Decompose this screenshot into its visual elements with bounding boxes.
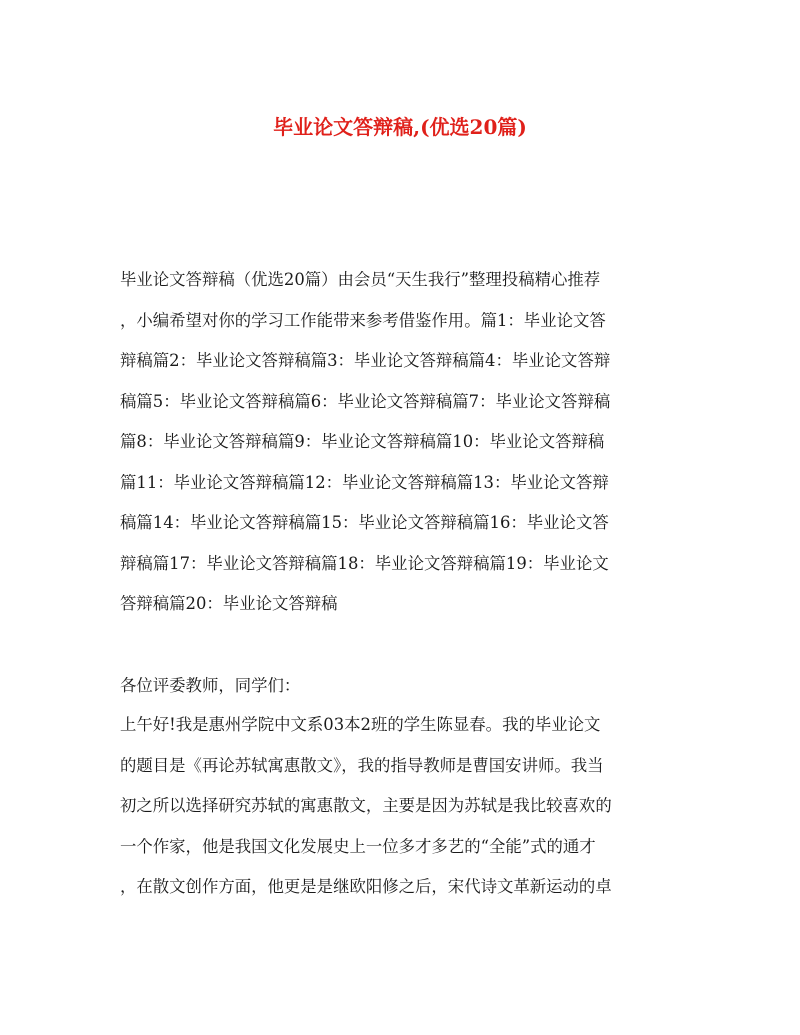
body-line: ，在散文创作方面，他更是是继欧阳修之后，宋代诗文革新运动的卓 [120,877,612,896]
intro-paragraph [120,260,690,625]
intro-line: 篇8：毕业论文答辩稿篇9：毕业论文答辩稿篇10：毕业论文答辩稿 [120,432,605,451]
intro-line: 稿篇5：毕业论文答辩稿篇6：毕业论文答辩稿篇7：毕业论文答辩稿 [120,391,611,411]
intro-line: 毕业论文答辩稿（优选20篇）由会员“天生我行”整理投稿精心推荐 [120,270,601,289]
body-line: 上午好!我是惠州学院中文系03本2班的学生陈显春。我的毕业论文 [120,715,601,734]
document-title: 毕业论文答辩稿,(优选20篇) [273,115,527,139]
intro-line: ，小编希望对你的学习工作能带来参考借鉴作用。篇1：毕业论文答 [120,310,606,330]
speech-paragraph [120,666,690,908]
intro-line: 辩稿篇2：毕业论文答辩稿篇3：毕业论文答辩稿篇4：毕业论文答辩 [120,351,611,370]
greeting-line: 各位评委教师，同学们： [120,676,301,695]
intro-line: 篇11：毕业论文答辩稿篇12：毕业论文答辩稿篇13：毕业论文答辩 [120,472,609,492]
body-line: 的题目是《再论苏轼寓惠散文》，我的指导教师是曹国安讲师。我当 [120,755,604,775]
body-line: 初之所以选择研究苏轼的寓惠散文，主要是因为苏轼是我比较喜欢的 [120,796,612,815]
body-line: 一个作家，他是我国文化发展史上一位多才多艺的“全能”式的通才 [120,836,596,856]
intro-line: 稿篇14：毕业论文答辩稿篇15：毕业论文答辩稿篇16：毕业论文答 [120,513,609,532]
intro-line: 答辩稿篇20：毕业论文答辩稿 [120,594,338,613]
intro-line: 辩稿篇17：毕业论文答辩稿篇18：毕业论文答辩稿篇19：毕业论文 [120,553,609,573]
